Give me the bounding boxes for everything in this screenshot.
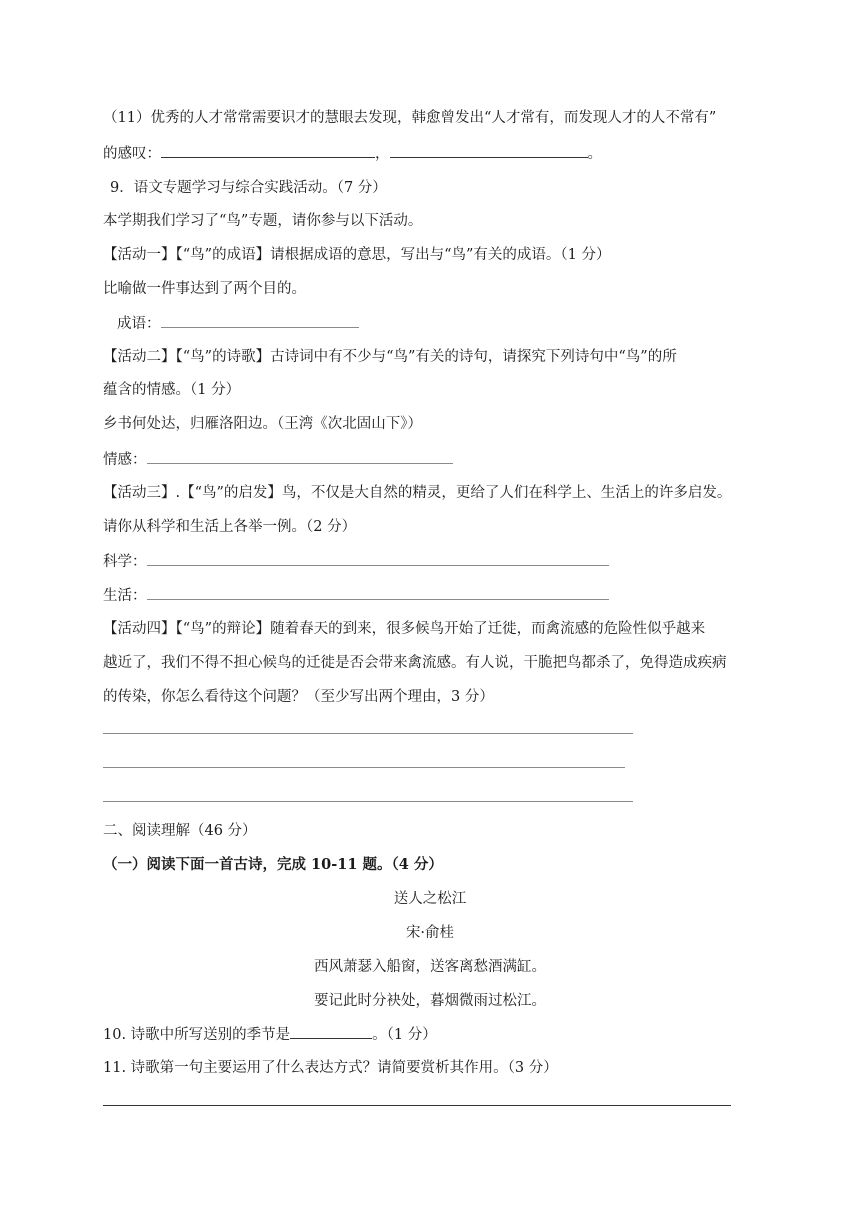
section-2-subtitle: （一）阅读下面一首古诗，完成 10-11 题。（4 分） [103, 856, 443, 873]
q11-line-2 [103, 143, 602, 164]
activity-4-line-3: 的传染，你怎么看待这个问题？（至少写出两个理由，3 分） [103, 689, 494, 705]
science-answer-row [103, 551, 609, 572]
q10-answer-blank[interactable] [290, 1024, 372, 1039]
q10-prefix: 10. 诗歌中所写送别的季节是 [103, 1027, 291, 1043]
life-label: 生活： [103, 588, 147, 604]
q11-question: 11. 诗歌第一句主要运用了什么表达方式？请简要赏析其作用。（3 分） [103, 1060, 558, 1076]
debate-answer-line-2[interactable] [103, 767, 625, 768]
activity-4-line-1: 【活动四】【“鸟”的辩论】随着春天的到来，很多候鸟开始了迁徙，而禽流感的危险性似乎越来 [103, 621, 706, 637]
poem-line-1: 西风萧瑟入船窗，送客离愁酒满缸。 [314, 959, 546, 975]
q10-suffix: 。（1 分） [372, 1027, 437, 1043]
q9-title: 9．语文专题学习与综合实践活动。（7 分） [110, 180, 387, 196]
activity-2-line-2: 蕴含的情感。（1 分） [103, 382, 241, 398]
activity-1-meaning: 比喻做一件事达到了两个目的。 [103, 281, 306, 297]
activity-1: 【活动一】【“鸟”的成语】请根据成语的意思，写出与“鸟”有关的成语。（1 分） [103, 247, 611, 263]
life-answer-row [103, 585, 609, 606]
q11-answer-blank-2[interactable] [390, 143, 588, 158]
q11-answer-line[interactable] [103, 1105, 731, 1106]
q11-end: 。 [587, 146, 602, 162]
life-answer-blank[interactable] [147, 585, 609, 600]
science-label: 科学： [103, 554, 147, 570]
q10-row [103, 1024, 437, 1045]
emotion-label: 情感： [103, 452, 147, 468]
section-2-title: 二、阅读理解（46 分） [103, 823, 257, 839]
idiom-answer-blank[interactable] [161, 313, 359, 328]
activity-1-answer-row [117, 313, 359, 334]
activity-3-line-2: 请你从科学和生活上各举一例。（2 分） [103, 519, 357, 535]
q11-line-1: （11）优秀的人才常常需要识才的慧眼去发现，韩愈曾发出“人才常有，而发现人才的人不常有” [103, 110, 717, 126]
debate-answer-line-3[interactable] [103, 801, 633, 802]
poem-title: 送人之松江 [393, 891, 467, 907]
idiom-label: 成语： [117, 316, 161, 332]
debate-answer-line-1[interactable] [103, 733, 633, 734]
emotion-answer-blank[interactable] [147, 449, 453, 464]
q11-answer-blank-1[interactable] [161, 143, 375, 158]
science-answer-blank[interactable] [147, 551, 609, 566]
activity-2-answer-row [103, 449, 453, 470]
poem-line-2: 要记此时分袂处，暮烟微雨过松江。 [314, 993, 546, 1009]
activity-3-line-1: 【活动三】.【“鸟”的启发】鸟，不仅是大自然的精灵，更给了人们在科学上、生活上的许多启发。 [103, 485, 732, 501]
intro-text: 本学期我们学习了“鸟”专题，请你参与以下活动。 [103, 213, 423, 229]
q11-separator: ， [375, 146, 390, 162]
activity-4-line-2: 越近了，我们不得不担心候鸟的迁徙是否会带来禽流感。有人说，干脆把鸟都杀了，免得造成疾病 [103, 655, 727, 671]
activity-2-line-1: 【活动二】【“鸟”的诗歌】古诗词中有不少与“鸟”有关的诗句，请探究下列诗句中“鸟”的所 [103, 349, 677, 365]
poem-author: 宋·俞桂 [405, 925, 455, 941]
q11-prefix: 的感叹： [103, 146, 161, 162]
activity-2-poem: 乡书何处达，归雁洛阳边。（王湾《次北固山下》） [103, 416, 422, 432]
